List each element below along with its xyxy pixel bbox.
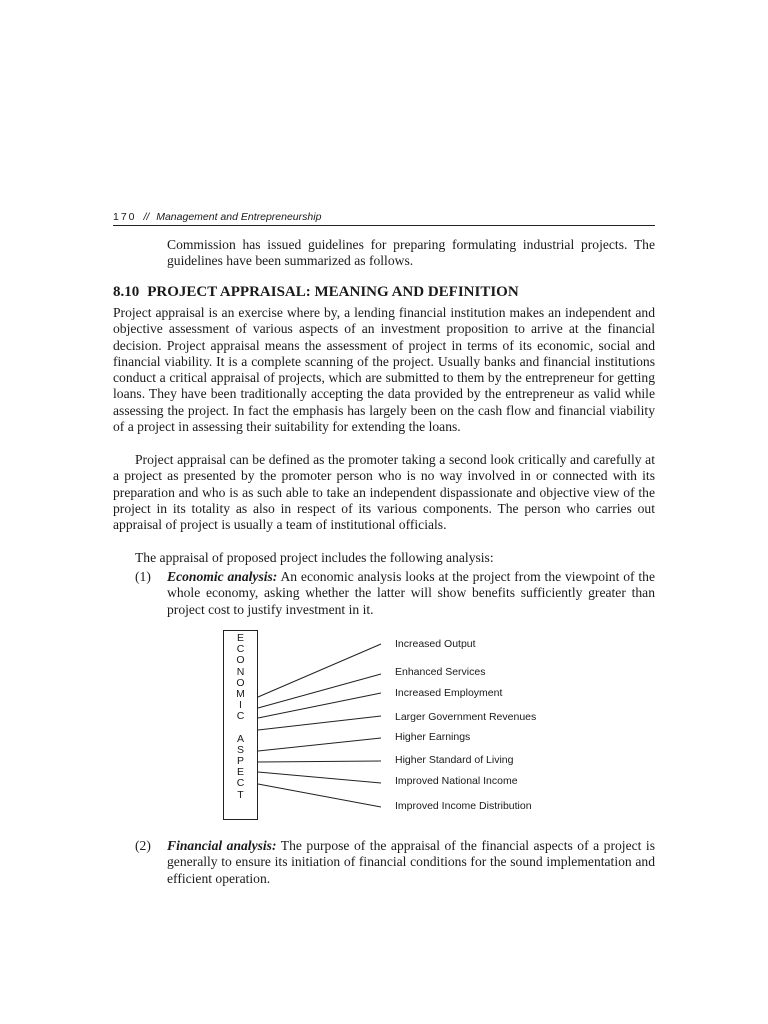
section-number: 8.10: [113, 284, 140, 300]
connector-line: [258, 716, 381, 730]
section-heading: [113, 283, 655, 301]
connector-line: [258, 772, 381, 783]
paragraph-promoter: Project appraisal can be defined as the promoter taking a second look critically and carefully at a project as presented by the promoter person who is no way involved in or connected with its preparation and who is as such able to take an independent dispassionate and objective view of the project in its totality as also in respect of its various components. The person who carries out appraisal of project is usually a team of institutional officials.: [113, 452, 655, 533]
connector-line: [258, 693, 381, 718]
diagram-label: Higher Standard of Living: [395, 754, 514, 766]
header-separator: //: [143, 211, 150, 223]
vertical-letter: C: [236, 777, 245, 790]
item-term: Economic analysis:: [167, 569, 278, 584]
vertical-letter: E: [236, 632, 244, 644]
paragraph-analysis-intro: The appraisal of proposed project includes the following analysis:: [135, 550, 494, 565]
paragraph-definition: Project appraisal is an exercise where by, a lending financial institution makes an independent and objective assessment of various aspects of an investment proposition to arrive at the financial decision. Project appraisal means the assessment of project in terms of its economic, social and financial viability. It is a complete scanning of the project. Usually banks and financial institutions conduct a critical appraisal of projects, which are submitted to them by the entrepreneur for getting loans. They have been traditionally accepting the data provided by the entrepreneur as valid while assessing the project. In fact the emphasis has largely been on the cash flow and financial viability of a project in assessing their suitability for extending the loans.: [113, 305, 655, 435]
diagram-label: Increased Employment: [395, 687, 503, 699]
vertical-letter: C: [236, 643, 245, 656]
diagram-label: Larger Government Revenues: [395, 711, 537, 723]
vertical-letter: T: [237, 788, 244, 801]
vertical-letter: N: [236, 665, 245, 678]
item-text: The purpose of the appraisal of the financial aspects of a project is generally to ensure its initiation of financial conditions for the sound implementation and efficient operation.: [167, 838, 655, 886]
connector-line: [258, 674, 381, 708]
diagram-label: Improved National Income: [395, 775, 518, 787]
intro-paragraph: Commission has issued guidelines for preparing formulating industrial projects. The guidelines have been summarized as follows.: [167, 237, 655, 269]
connector-line: [258, 784, 381, 807]
list-item-economic: [135, 569, 655, 618]
running-header: [113, 210, 655, 226]
connector-lines: [223, 630, 563, 825]
diagram-label: Enhanced Services: [395, 666, 486, 678]
vertical-letter: I: [239, 699, 242, 712]
vertical-letter: O: [236, 676, 245, 689]
diagram-label: Increased Output: [395, 638, 476, 650]
vertical-letter: P: [236, 755, 244, 768]
item-marker: (2): [135, 838, 151, 853]
item-body: [167, 838, 655, 887]
connector-line: [258, 761, 381, 762]
list-item-financial: [135, 838, 655, 887]
diagram-label: Improved Income Distribution: [395, 800, 532, 812]
vertical-letter: E: [236, 766, 244, 779]
connector-line: [258, 644, 381, 697]
book-title: Management and Entrepreneurship: [156, 211, 322, 223]
vertical-letter: C: [236, 710, 245, 723]
item-text: An economic analysis looks at the project from the viewpoint of the whole economy, asking whether the latter will show benefits sufficiently greater than project cost to justify investment in it.: [167, 569, 655, 617]
section-title: PROJECT APPRAISAL: MEANING AND DEFINITION: [147, 284, 519, 300]
page-number: 170: [113, 211, 137, 223]
connector-line: [258, 738, 381, 751]
vertical-letter: A: [236, 732, 244, 745]
vertical-letter: O: [236, 654, 245, 667]
vertical-letter: M: [236, 687, 245, 700]
diagram-label: Higher Earnings: [395, 731, 471, 743]
vertical-letter: S: [236, 743, 244, 756]
item-term: Financial analysis:: [167, 838, 277, 853]
item-body: [167, 569, 655, 618]
item-marker: (1): [135, 569, 151, 584]
economic-aspect-diagram: [223, 630, 563, 825]
